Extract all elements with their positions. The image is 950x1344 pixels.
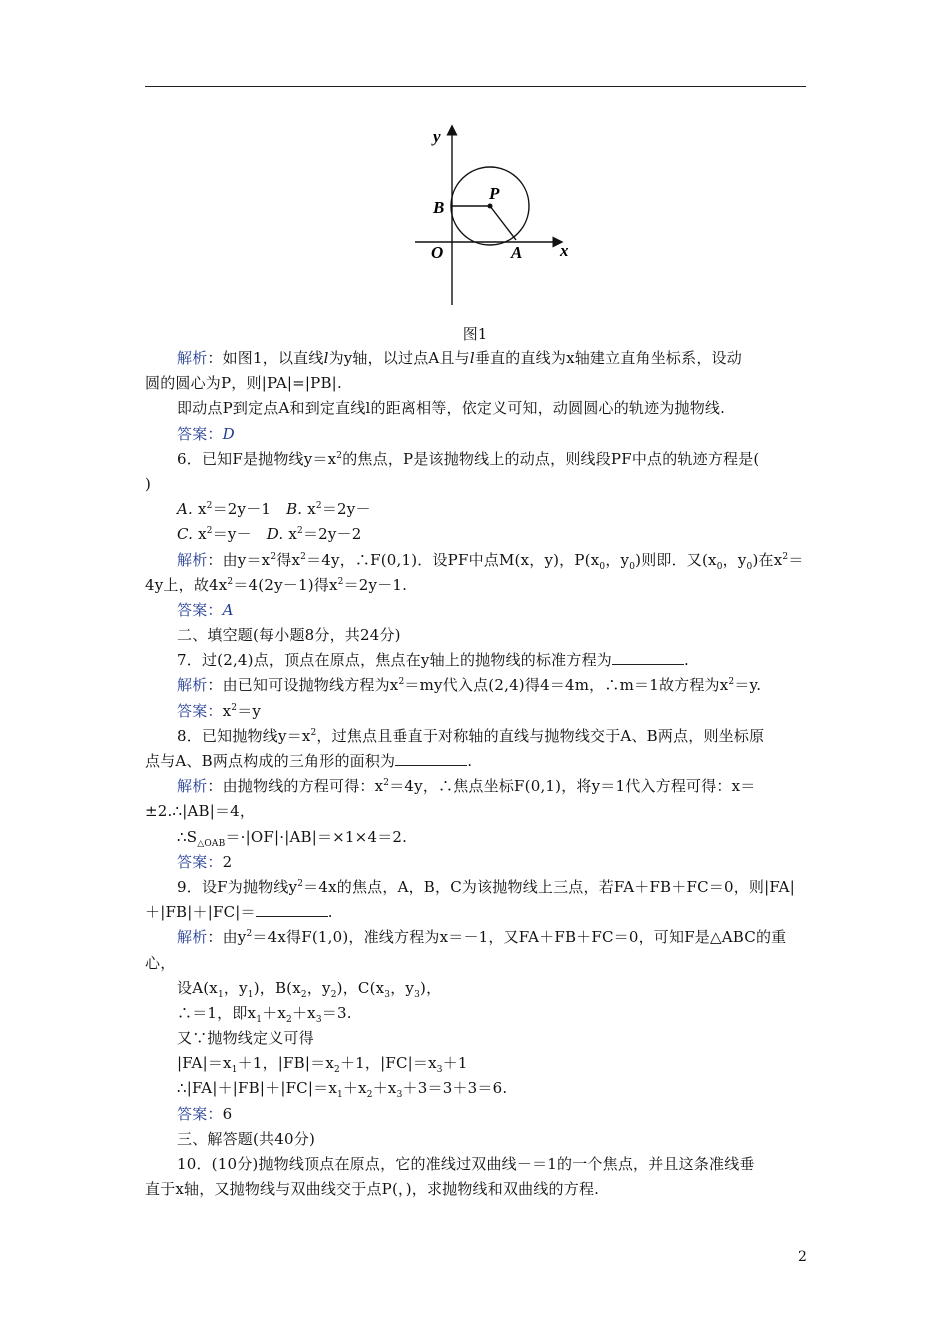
label-b: B [433, 198, 445, 217]
q8-solution-line-3: $\therefore S_{\triangle OAB}=\cdot|OF|\cdot|AB|=\times 1\times 4=2$. [177, 827, 408, 849]
q10-stem-line-1: 10．(10分)抛物线顶点在原点，它的准线过双曲线－＝1的一个焦点，并且这条准线垂 [177, 1155, 755, 1173]
option-a: A. [177, 500, 194, 519]
q8-blank [395, 751, 467, 766]
q7-answer: 答案：$x^2=y$ [177, 701, 262, 720]
q8-stem-line-2: 点与A、B两点构成的三角形的面积为 . [145, 752, 473, 770]
figure-1-diagram [400, 120, 600, 315]
q6-solution-line-2: 4y上，故$4x^2=4(2y-1)$得$x^2=2y-1$. [145, 575, 408, 594]
option-d: D. [266, 525, 284, 544]
label-x: x [560, 241, 569, 260]
point-p-dot [488, 204, 493, 209]
q5-solution-line-1: 解析：如图1，以直线l为y轴，以过点A且与l垂直的直线为x轴建立直角坐标系，设动 [177, 349, 742, 367]
q9-solution-line-7: $\therefore|FA|+|FB|+|FC|=x_1+x_2+x_3+3=3+3=6$. [177, 1079, 508, 1101]
q8-stem-line-1: 8．已知抛物线$y=x^2$，过焦点且垂直于对称轴的直线与抛物线交于A、B两点，则坐标原 [177, 726, 765, 745]
q7-blank [612, 650, 684, 665]
q7-solution: 解析：由已知可设抛物线方程为$x^2=my$代入点(2,4)得4＝4m，∴m＝1故方程为$x^2=y$. [177, 676, 762, 695]
q9-solution-line-6: $|FA|=x_1+1$，$|FB|=x_2+1$，$|FC|=x_3+1$ [177, 1054, 468, 1076]
q6-stem-line-1: 6．已知F是抛物线$y=x^2$的焦点，P是该抛物线上的动点，则线段PF中点的轨迹方程是( [177, 449, 760, 468]
q9-solution-line-4: ∴＝1，即$x_1+x_2+x_3=3$. [177, 1003, 352, 1025]
q9-stem-line-1: 9．设F为抛物线$y^2=4x$的焦点，A，B，C为该抛物线上三点，若FA＋FB＋FC＝0，则|FA| [177, 877, 795, 896]
q9-blank [256, 902, 328, 917]
q8-solution-line-2: ±2.∴|AB|＝4， [145, 802, 256, 821]
q9-solution-line-3: 设$A(x_1$，$y_1$)，$B(x_2$，$y_2$)，$C(x_3$，$y_3$)， [177, 978, 442, 1000]
q8-solution-line-1: 解析：由抛物线的方程可得：$x^2=4y$，∴焦点坐标F(0,1)，将y＝1代入方程可得：x＝ [177, 777, 756, 796]
q5-solution-line-3: 即动点P到定点A和到定直线l的距离相等，依定义可知，动圆圆心的轨迹为抛物线. [177, 399, 726, 418]
q7-stem: 7．过(2,4)点，顶点在原点，焦点在y轴上的抛物线的标准方程为 . [177, 651, 689, 670]
jiexi-label: 解析 [177, 349, 208, 367]
q8-answer: 答案：2 [177, 852, 233, 871]
figure-caption: 图1 [462, 325, 488, 343]
q6-solution-line-1: 解析：由$y=x^2$得$x^2=4y$，∴F(0,1)．设PF中点M(x，y)，$P(x_0$，$y_0$)则即．又($x_0$，$y_0$)在$x^2=$ [177, 550, 804, 572]
q6-options-cd: C. $x^2=y-$ D. $x^2=2y-2$ [177, 525, 362, 544]
q5-solution-line-2: 圆的圆心为P，则|PA|=|PB|. [145, 374, 342, 393]
q9-solution-line-5: 又∵抛物线定义可得 [177, 1029, 314, 1048]
q9-stem-line-2: ＋|FB|＋|FC|＝ . [145, 903, 333, 922]
section-2-heading: 二、填空题(每小题8分，共24分) [177, 626, 401, 645]
label-y: y [433, 127, 441, 146]
q9-solution-line-2: 心， [145, 953, 176, 972]
q10-stem-line-2: 直于x轴，又抛物线与双曲线交于点P(，)，求抛物线和双曲线的方程. [145, 1180, 600, 1199]
label-a: A [511, 243, 523, 262]
segment-pa [490, 206, 516, 240]
option-b: B. [286, 500, 303, 519]
page-number: 2 [798, 1249, 807, 1265]
document-body [145, 346, 809, 1202]
q9-answer: 答案：6 [177, 1104, 233, 1123]
q5-answer: 答案：D [177, 424, 235, 443]
option-c: C. [177, 525, 194, 544]
label-p: P [489, 184, 500, 203]
q6-stem-line-2: ) [145, 474, 152, 493]
label-o: O [431, 243, 444, 262]
q6-answer: 答案：A [177, 600, 234, 619]
q6-options-ab: A. $x^2=2y-1$ B. $x^2=2y-$ [177, 500, 371, 519]
q9-solution-line-1: 解析：由$y^2=4x$得F(1,0)，准线方程为x＝－1，又FA＋FB＋FC＝0，可知F是△ABC的重 [177, 928, 787, 947]
section-3-heading: 三、解答题(共40分) [177, 1129, 315, 1148]
header-rule [145, 86, 806, 87]
